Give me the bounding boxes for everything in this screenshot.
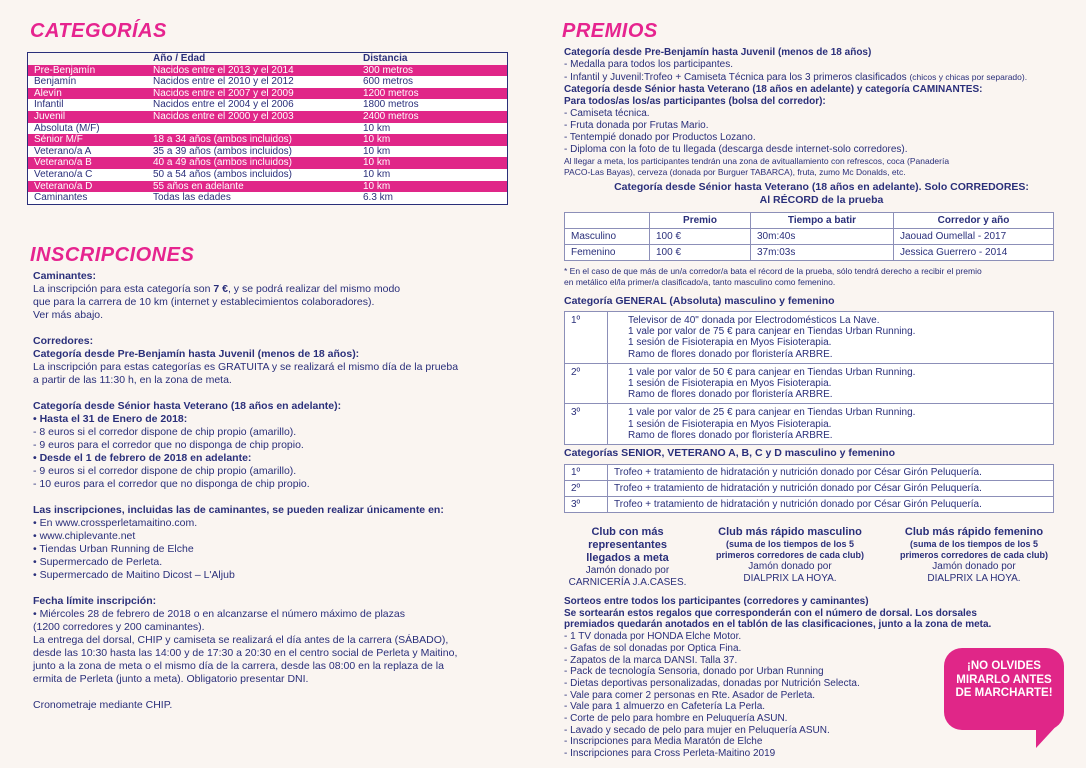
- general-prize-line: 1 vale por valor de 25 € para canjear en Tiendas Urban Running.: [628, 407, 916, 419]
- general-prize-line: 1 sesión de Fisioterapia en Myos Fisioterapia.: [628, 378, 832, 390]
- categories-header-row: [28, 53, 508, 65]
- avituallamiento-line-2: PACO-Las Bayas), cerveza (donada por Burguer TABARCA), fruta, zumo Mc Donalds, etc.: [564, 167, 906, 177]
- category-age: 50 a 54 años (ambos incluidos): [147, 169, 357, 181]
- general-position: 2º: [565, 363, 608, 404]
- category-name: Veterano/a D: [28, 181, 148, 193]
- category-age: 18 a 34 años (ambos incluidos): [147, 134, 357, 146]
- desde-title: • Desde el 1 de febrero de 2018 en adelante:: [33, 452, 252, 464]
- category-distance: 10 km: [357, 169, 508, 181]
- record-body: [565, 229, 1054, 261]
- sv-prize: Trofeo + tratamiento de hidratación y nutrición donado por César Girón Peluquería.: [608, 481, 1054, 497]
- general-prize-line: 1 sesión de Fisioterapia en Myos Fisioterapia.: [628, 337, 832, 349]
- category-row: [28, 88, 508, 100]
- category-row: [28, 76, 508, 88]
- general-prize-line: Televisor de 40" donada por Electrodomésticos La Nave.: [628, 315, 880, 326]
- club-mas-representantes: Club con más representantes llegados a meta Jamón donado por CARNICERÍA J.A.CASES.: [568, 526, 687, 588]
- club-mas-rapido-femenino: Club más rápido femenino (suma de los tiempos de los 5 primeros corredores de cada club) Jamón donado por DIALPRIX LA HOYA.: [899, 526, 1049, 584]
- category-row: [28, 157, 508, 169]
- inscripciones-places-title: Las inscripciones, incluidas las de caminantes, se pueden realizar únicamente en:: [33, 504, 444, 516]
- sorteo-item: - Lavado y secado de pelo para mujer en Peluquería ASUN.: [564, 724, 830, 736]
- sorteo-item: - Vale para 1 almuerzo en Cafetería La Perla.: [564, 701, 766, 713]
- fecha-limite-line: (1200 corredores y 200 caminantes).: [33, 621, 205, 633]
- corredores-line-1: La inscripción para estas categorías es GRATUITA y se realizará el mismo día de la prueba: [33, 361, 459, 373]
- category-name: Sénior M/F: [28, 134, 148, 146]
- col-header-distancia: Distancia: [363, 53, 408, 64]
- record-col-premio: Premio: [650, 213, 751, 229]
- record-header-row: [565, 213, 1054, 229]
- record-corredor: Jaouad Oumellal - 2017: [894, 229, 1054, 245]
- sorteo-item: - Corte de pelo para hombre en Peluquería ASUN.: [564, 713, 788, 725]
- category-distance: 10 km: [357, 157, 508, 169]
- category-distance: 1800 metros: [357, 99, 508, 111]
- category-row: [28, 134, 508, 146]
- senior-veterano-table: [564, 464, 1054, 513]
- record-note: * En el caso de que más de un/a corredor/a bata el récord de la prueba, sólo tendrá derecho a recibir el premio en metálico el/la primer/a clasificado/a, tanto masculino como femenino.: [564, 266, 982, 287]
- corredores-sub-2: Categoría desde Sénior hasta Veterano (18 años en adelante):: [33, 400, 342, 412]
- record-col-corredor: Corredor y año: [894, 213, 1054, 229]
- fecha-limite-text: [33, 608, 503, 686]
- fecha-limite-line: ermita de Perleta (junto a meta). Obligatorio presentar DNI.: [33, 673, 309, 685]
- bolsa-item: - Fruta donada por Frutas Mario.: [564, 120, 709, 131]
- category-distance: 10 km: [357, 146, 508, 158]
- record-row: [565, 229, 1054, 245]
- premios-intro: [564, 47, 1079, 178]
- corredores-title: Corredores:: [33, 335, 94, 347]
- category-distance: 10 km: [357, 134, 508, 146]
- caminantes-line-3: Ver más abajo.: [33, 309, 104, 321]
- category-name: Caminantes: [28, 192, 148, 204]
- category-name: Pre-Benjamín: [28, 65, 148, 77]
- col-header-edad: Año / Edad: [153, 53, 206, 64]
- category-distance: 1200 metros: [357, 88, 508, 100]
- sorteo-item: - Inscripciones para Cross Perleta-Maitino 2019: [564, 748, 776, 760]
- category-name: Juvenil: [28, 111, 148, 123]
- category-age: Nacidos entre el 2013 y el 2014: [147, 65, 357, 77]
- general-row: [565, 363, 1054, 404]
- premios-cat1-line-2: - Infantil y Juvenil:Trofeo + Camiseta Técnica para los 3 primeros clasificados (chicos y chicas por separado).: [564, 72, 1028, 83]
- category-row: [28, 65, 508, 77]
- category-distance: 10 km: [357, 181, 508, 193]
- bolsa-item: - Diploma con la foto de tu llegada (descarga desde internet-solo corredores).: [564, 144, 908, 155]
- category-distance: 2400 metros: [357, 111, 508, 123]
- categorias-title: CATEGORÍAS: [30, 20, 167, 42]
- category-row: [28, 146, 508, 158]
- sv-row: [565, 465, 1054, 481]
- sv-row: [565, 481, 1054, 497]
- sv-prize: Trofeo + tratamiento de hidratación y nutrición donado por César Girón Peluquería.: [608, 465, 1054, 481]
- general-prizes: [608, 363, 1054, 404]
- category-row: [28, 111, 508, 123]
- corredores-line-2: a partir de las 11:30 h, en la zona de meta.: [33, 374, 232, 386]
- category-age: 35 a 39 años (ambos incluidos): [147, 146, 357, 158]
- desde-line-2: - 10 euros para el corredor que no disponga de chip propio.: [33, 478, 310, 490]
- sorteos-title-3: premiados quedarán anotados en el tablón de las clasificaciones, junto a la zona de meta.: [564, 619, 992, 631]
- category-name: Veterano/a B: [28, 157, 148, 169]
- premios-cat2-title: Categoría desde Sénior hasta Veterano (18 años en adelante) y categoría CAMINANTES:: [564, 84, 983, 95]
- inscripcion-place-item: • En www.crossperletamaitino.com.: [33, 517, 198, 529]
- inscripcion-place-item: • Supermercado de Maitino Dicost – L'Aljub: [33, 569, 235, 581]
- category-age: Nacidos entre el 2007 y el 2009: [147, 88, 357, 100]
- general-prize-line: Ramo de flores donado por floristería ARBRE.: [628, 429, 833, 441]
- category-row: [28, 99, 508, 111]
- record-tiempo: 30m:40s: [751, 229, 894, 245]
- inscripcion-place-item: • Tiendas Urban Running de Elche: [33, 543, 194, 555]
- general-title: Categoría GENERAL (Absoluta) masculino y femenino: [564, 295, 835, 307]
- sorteo-item: - Dietas deportivas personalizadas, donadas por Nutrición Selecta.: [564, 677, 860, 689]
- record-tiempo: 37m:03s: [751, 245, 894, 261]
- record-col-tiempo: Tiempo a batir: [751, 213, 894, 229]
- category-row: [28, 181, 508, 193]
- general-prize-line: 1 vale por valor de 50 € para canjear en Tiendas Urban Running.: [628, 366, 916, 378]
- category-name: Benjamín: [28, 76, 148, 88]
- record-table: [564, 212, 1054, 261]
- caminantes-line-1: La inscripción para esta categoría son 7 €, y se podrá realizar del mismo modo: [33, 283, 401, 295]
- record-title: Categoría desde Sénior hasta Veterano (18 años en adelante). Solo CORREDORES: Al RÉCORD de la prueba: [614, 181, 1029, 206]
- category-name: Veterano/a C: [28, 169, 148, 181]
- sv-position: 1º: [565, 465, 608, 481]
- category-row: [28, 192, 508, 204]
- fecha-limite-line: junto a la zona de meta o el mismo día de la carrera, desde las 08:00 en la replaza de la: [33, 660, 444, 672]
- category-distance: 10 km: [357, 123, 508, 135]
- inscripcion-place-item: • Supermercado de Perleta.: [33, 556, 163, 568]
- avituallamiento-line-1: Al llegar a meta, los participantes tendrán una zona de avituallamiento con refrescos, coca (Panadería: [564, 156, 950, 166]
- general-prize-line: 1 vale por valor de 75 € para canjear en Tiendas Urban Running.: [628, 326, 916, 338]
- bolsa-item: - Tentempié donado por Productos Lozano.: [564, 132, 756, 143]
- category-name: Infantil: [28, 99, 148, 111]
- inscripciones-places-list: [33, 517, 503, 582]
- general-table: [564, 311, 1054, 445]
- fecha-limite-line: • Miércoles 28 de febrero de 2018 o en alcanzarse el número máximo de plazas: [33, 608, 405, 620]
- sorteo-item: - 1 TV donada por HONDA Elche Motor.: [564, 631, 742, 643]
- record-row: [565, 245, 1054, 261]
- category-distance: 600 metros: [357, 76, 508, 88]
- category-distance: 300 metros: [357, 65, 508, 77]
- general-prize-line: Ramo de flores donado por floristería ARBRE.: [628, 389, 833, 401]
- sv-position: 2º: [565, 481, 608, 497]
- general-prizes: [608, 404, 1054, 445]
- general-prize-line: 1 sesión de Fisioterapia en Myos Fisioterapia.: [628, 418, 832, 430]
- fecha-limite-title: Fecha límite inscripción:: [33, 595, 157, 607]
- category-age: 40 a 49 años (ambos incluidos): [147, 157, 357, 169]
- bolsa-list: [564, 108, 1079, 156]
- club-mas-rapido-masculino: Club más rápido masculino (suma de los tiempos de los 5 primeros corredores de cada club) Jamón donado por DIALPRIX LA HOYA.: [715, 526, 865, 584]
- general-prizes: [608, 312, 1054, 364]
- hasta-line-2: - 9 euros para el corredor que no disponga de chip propio.: [33, 439, 304, 451]
- reminder-badge-tail: [1036, 722, 1060, 748]
- caminantes-price: 7 €: [213, 283, 228, 295]
- category-name: Absoluta (M/F): [28, 123, 148, 135]
- categories-table: [27, 52, 508, 205]
- premios-cat2-sub: Para todos/as los/as participantes (bolsa del corredor):: [564, 96, 826, 107]
- category-age: 55 años en adelante: [147, 181, 357, 193]
- reminder-badge: ¡NO OLVIDES MIRARLO ANTES DE MARCHARTE!: [944, 648, 1064, 730]
- category-age: Nacidos entre el 2010 y el 2012: [147, 76, 357, 88]
- category-distance: 6.3 km: [357, 192, 508, 204]
- corredores-sub-1: Categoría desde Pre-Benjamín hasta Juvenil (menos de 18 años):: [33, 348, 360, 360]
- desde-line-1: - 9 euros si el corredor dispone de chip propio (amarillo).: [33, 465, 297, 477]
- record-category: Femenino: [565, 245, 650, 261]
- bolsa-item: - Camiseta técnica.: [564, 108, 650, 119]
- inscripcion-place-item: • www.chiplevante.net: [33, 530, 136, 542]
- premios-title: PREMIOS: [562, 20, 658, 42]
- general-position: 3º: [565, 404, 608, 445]
- caminantes-line-2: que para la carrera de 10 km (internet y establecimientos colaboradores).: [33, 296, 375, 308]
- sv-row: [565, 497, 1054, 513]
- category-name: Alevín: [28, 88, 148, 100]
- sorteo-item: - Inscripciones para Media Maratón de Elche: [564, 736, 763, 748]
- category-age: Nacidos entre el 2004 y el 2006: [147, 99, 357, 111]
- general-row: [565, 312, 1054, 364]
- cronometraje-text: Cronometraje mediante CHIP.: [33, 699, 173, 711]
- general-prize-line: Ramo de flores donado por floristería ARBRE.: [628, 348, 833, 360]
- premios-cat1-line-1: - Medalla para todos los participantes.: [564, 59, 733, 70]
- hasta-title: • Hasta el 31 de Enero de 2018:: [33, 413, 188, 425]
- record-corredor: Jessica Guerrero - 2014: [894, 245, 1054, 261]
- sorteos-title-1: Sorteos entre todos los participantes (corredores y caminantes): [564, 596, 869, 607]
- record-premio: 100 €: [650, 245, 751, 261]
- record-premio: 100 €: [650, 229, 751, 245]
- category-age: [147, 123, 357, 135]
- general-position: 1º: [565, 312, 608, 364]
- premios-cat1-title: Categoría desde Pre-Benjamín hasta Juvenil (menos de 18 años): [564, 47, 872, 58]
- category-age: Todas las edades: [147, 192, 357, 204]
- fecha-limite-line: La entrega del dorsal, CHIP y camiseta se realizará el día antes de la carrera (SÁBADO),: [33, 634, 449, 646]
- sv-prize: Trofeo + tratamiento de hidratación y nutrición donado por César Girón Peluquería.: [608, 497, 1054, 513]
- sorteo-item: - Gafas de sol donadas por Optica Fina.: [564, 642, 742, 654]
- category-row: [28, 123, 508, 135]
- sorteos-title-2: Se sortearán estos regalos que corresponderán con el número de dorsal. Los dorsales: [564, 607, 977, 619]
- record-category: Masculino: [565, 229, 650, 245]
- sorteo-item: - Vale para comer 2 personas en Rte. Asador de Perleta.: [564, 689, 816, 701]
- hasta-line-1: - 8 euros si el corredor dispone de chip propio (amarillo).: [33, 426, 297, 438]
- sorteo-item: - Zapatos de la marca DANSI. Talla 37.: [564, 654, 738, 666]
- category-row: [28, 169, 508, 181]
- inscripciones-title: INSCRIPCIONES: [30, 244, 195, 266]
- inscripciones-text: [33, 270, 503, 712]
- fecha-limite-line: desde las 10:30 hasta las 14:00 y de 17:30 a 20:30 en el centro social de Perleta y Maitino,: [33, 647, 458, 659]
- sorteo-item: - Pack de tecnología Sensoria, donado por Urban Running: [564, 666, 824, 678]
- category-age: Nacidos entre el 2000 y el 2003: [147, 111, 357, 123]
- senior-veterano-title: Categorías SENIOR, VETERANO A, B, C y D masculino y femenino: [564, 447, 896, 459]
- general-row: [565, 404, 1054, 445]
- category-name: Veterano/a A: [28, 146, 148, 158]
- categories-body: [28, 65, 508, 205]
- caminantes-title: Caminantes:: [33, 270, 97, 282]
- sv-position: 3º: [565, 497, 608, 513]
